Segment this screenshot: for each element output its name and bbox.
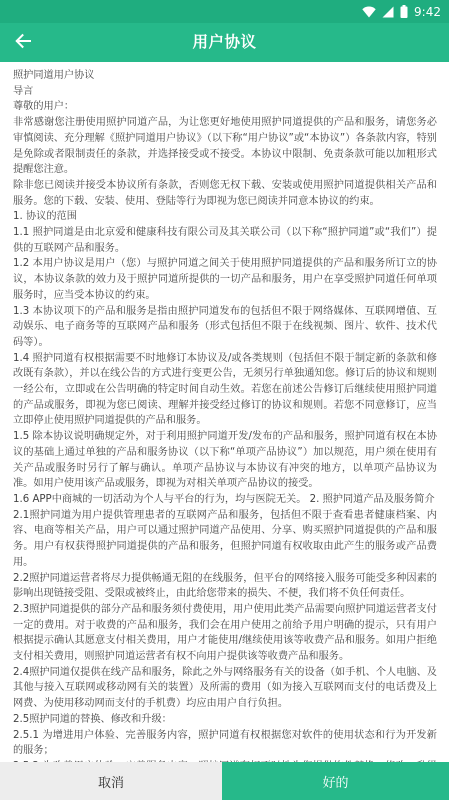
agreement-section-heading: 1. 协议的范围: [13, 211, 77, 223]
agreement-paragraph: 尊敬的用户：: [13, 101, 75, 113]
page-title: 用户协议: [192, 33, 257, 51]
agreement-paragraph: 除非您已阅读并接受本协议所有条款，否则您无权下载、安装或使用照护同道提供相关产品和服务。您的下载、安装、使用、登陆等行为即视为您已阅读并同意本协议的约束。: [13, 179, 437, 207]
agreement-paragraph: 2.4照护同道仅提供在线产品和服务，除此之外与网络服务有关的设备（如手机、个人电脑、及其他与接入互联网或移动网有关的装置）及所需的费用（如为接入互联网而支付的电话费及上网费、为使用移动网而支付的手机费）均应由用户自行负担。: [13, 666, 437, 710]
arrow-left-icon: [14, 32, 32, 54]
status-icons: [362, 0, 441, 23]
cell-signal-icon: [382, 6, 394, 18]
agreement-paragraph: 2.1照护同道为用户提供管理患者的互联网产品和服务，包括但不限于查看患者健康档案、内容、电商等相关产品，用户可以通过照护同道产品使用、分享、购买照护同道提供的产品和服务。用户有权获得照护同道提供的产品和服务，但照护同道有权收取由此产生的服务或产品费用。: [13, 509, 437, 568]
cancel-button[interactable]: 取消: [0, 762, 222, 800]
agreement-paragraph: 1.2 本用户协议是用户（您）与照护同道之间关于使用照护同道提供的产品和服务所订立的协议，本协议条款的效力及于照护同道所提供的一切产品和服务，用户在享受照护同道任何单项服务时，应当受本协议的约束。: [13, 258, 437, 301]
status-time: 9:42: [414, 4, 441, 19]
wifi-icon: [362, 6, 376, 18]
agreement-paragraph: 2.3照护同道提供的部分产品和服务须付费使用，用户使用此类产品需要向照护同道运营者支付一定的费用。对于收费的产品和服务，我们会在用户使用之前给予用户明确的提示，只有用户根据提示确认其愿意支付相关费用，用户才能使用/继续使用该等收费产品和服务。如用户拒绝支付相关费用，则照护同道运营者有权不向用户提供该等收费产品和服务。: [13, 603, 437, 663]
app-bar: [0, 23, 449, 62]
agreement-paragraph: 非常感谢您注册使用照护同道产品，为让您更好地使用照护同道提供的产品和服务，请您务必审慎阅读、充分理解《照护同道用户协议》（以下称“用户协议”或“本协议”）各条款内容，特别是免除或者限制责任的条款，并选择接受或不接受。本协议中限制、免责条款可能以加粗形式提醒您注意。: [13, 117, 437, 176]
agreement-paragraph: 2.5.1 为增进用户体验、完善服务内容，照护同道有权根据您对软件的使用状态和行为开发新的服务；: [13, 729, 437, 757]
agreement-paragraph: 导言: [13, 85, 34, 97]
agreement-paragraph: 1.5 除本协议说明确规定外，对于利用照护同道开发/发布的产品和服务，照护同道有权在本协议的基础上通过单独的产品和服务协议（以下称“单项产品协议”）加以规范，用户须在使用有关产品或服务时另行了解与确认。单项产品协议与本协议有冲突的地方，以单项产品协议为准。如用户使用该产品或服务，即视为对相关单项产品协议的接受。: [13, 431, 437, 490]
agreement-paragraph: 1.4 照护同道有权根据需要不时地修订本协议及/或各类规则（包括但不限于制定新的条款和修改既有条款），并以在线公告的方式进行变更公告，无须另行单独通知您。修订后的协议和规则一经公布，立即或在公告明确的特定时间自动生效。若您在前述公告修订后继续使用照护同道的产品或服务，即视为您已阅读、理解并接受经过修订的协议和规则。若您不同意修订，应当立即停止使用照护同道提供的产品和服务。: [13, 352, 437, 427]
agreement-paragraph: 1.1 照护同道是由北京爱和健康科技有限公司及其关联公司（以下称“照护同道”或“我们”）提供的互联网产品和服务。: [13, 227, 437, 254]
ok-button[interactable]: 好的: [222, 762, 449, 800]
agreement-paragraph: 2.5照护同道的替换、修改和升级：: [13, 713, 172, 725]
status-bar: [0, 0, 449, 23]
agreement-paragraph: 1.3 本协议项下的产品和服务是指由照护同道发布的包括但不限于网络媒体、互联网增值、互动娱乐、电子商务等的互联网产品和服务（形式包括但不限于在线视频、图片、软件、技术代码等）。: [13, 305, 437, 348]
battery-icon: [400, 5, 408, 18]
agreement-content[interactable]: [0, 62, 449, 762]
agreement-paragraph: 2.2照护同道运营者将尽力提供畅通无阻的在线服务，但平台的网络接入服务可能受多种因素的影响出现链接受阻、受限或被终止，由此给您带来的损失、不便，我们将不负任何责任。: [13, 572, 437, 600]
agreement-title: 照护同道用户协议: [13, 70, 95, 81]
back-button[interactable]: [6, 23, 40, 62]
bottom-action-bar: [0, 762, 449, 800]
agreement-paragraph: 1.6 APP中商城的一切活动为个人与平台的行为，均与医院无关。 2. 照护同道产品及服务简介: [13, 493, 435, 505]
